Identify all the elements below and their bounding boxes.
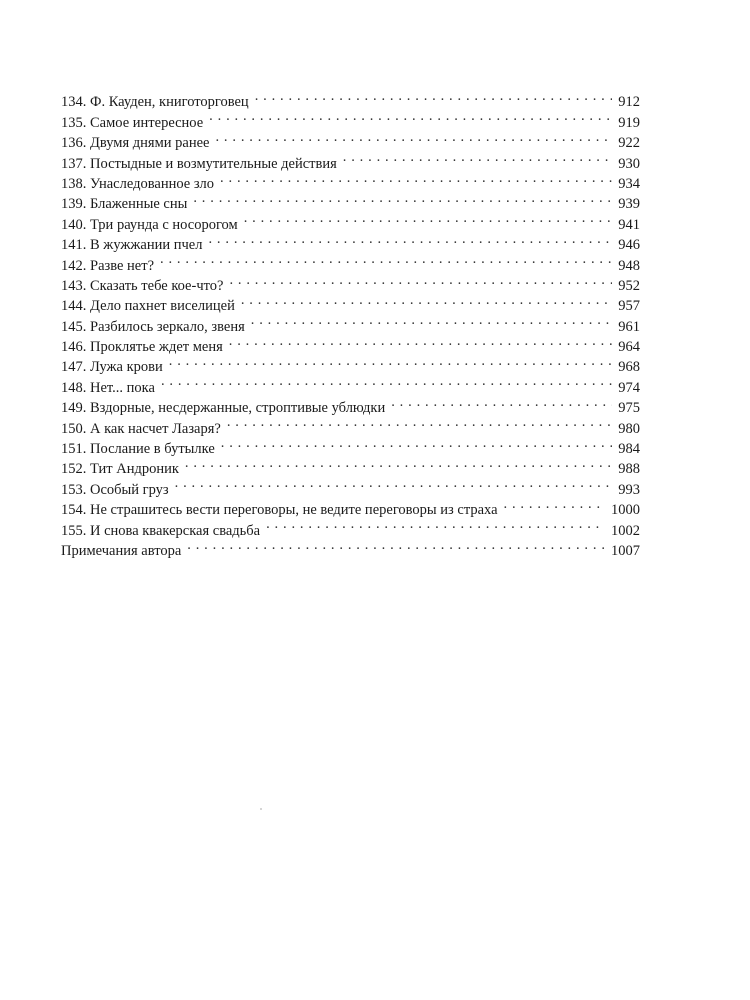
- dot-leader: [160, 249, 612, 269]
- toc-entry-title: 146. Проклятье ждет меня: [61, 339, 223, 356]
- toc-entry-title: 134. Ф. Кауден, книготорговец: [61, 94, 249, 111]
- toc-entry-title: 138. Унаследованное зло: [61, 175, 215, 192]
- toc-entry: [61, 86, 640, 111]
- table-of-contents: [61, 86, 640, 559]
- toc-entry-title: 149. Вздорные, несдержанные, строптивые ублюдки: [61, 400, 386, 417]
- toc-entry-title: 142. Разве нет?: [61, 257, 155, 274]
- toc-entry-page: 930: [618, 155, 640, 172]
- toc-entry-page: 968: [618, 359, 640, 376]
- toc-entry-page: 1002: [611, 522, 640, 539]
- toc-entry-page: 952: [618, 277, 640, 294]
- dot-leader: [187, 535, 605, 555]
- toc-entry-page: 1007: [611, 542, 640, 559]
- toc-entry-title: 144. Дело пахнет виселицей: [61, 298, 235, 315]
- toc-entry-page: 964: [618, 339, 640, 356]
- dot-leader: [215, 127, 612, 147]
- toc-entry-title: 153. Особый груз: [61, 481, 169, 498]
- dot-leader: [221, 433, 612, 453]
- toc-entry-page: 984: [618, 441, 640, 458]
- dot-leader: [244, 208, 613, 228]
- dot-leader: [504, 494, 605, 514]
- toc-entry-page: 919: [618, 114, 640, 131]
- dot-leader: [266, 514, 605, 534]
- toc-entry-page: 957: [618, 298, 640, 315]
- toc-entry-title: 141. В жужжании пчел: [61, 237, 203, 254]
- dot-leader: [241, 290, 612, 310]
- dot-leader: [251, 310, 612, 330]
- toc-entry-page: 1000: [611, 502, 640, 519]
- toc-entry-title: 145. Разбилось зеркало, звеня: [61, 318, 245, 335]
- scan-speck: [260, 808, 262, 810]
- toc-entry-page: 993: [618, 481, 640, 498]
- dot-leader: [229, 270, 612, 290]
- dot-leader: [229, 331, 612, 351]
- toc-entry-title: 140. Три раунда с носорогом: [61, 216, 238, 233]
- toc-entry-page: 975: [618, 400, 640, 417]
- toc-entry-page: 980: [618, 420, 640, 437]
- dot-leader: [209, 106, 612, 126]
- toc-entry-title: 139. Блаженные сны: [61, 196, 188, 213]
- toc-entry-page: 946: [618, 237, 640, 254]
- toc-entry-page: 912: [618, 94, 640, 111]
- dot-leader: [391, 392, 612, 412]
- toc-entry-page: 922: [618, 135, 640, 152]
- toc-entry-title: 135. Самое интересное: [61, 114, 204, 131]
- dot-leader: [220, 168, 612, 188]
- dot-leader: [227, 412, 612, 432]
- toc-entry-title: 148. Нет... пока: [61, 379, 155, 396]
- toc-entry-page: 961: [618, 318, 640, 335]
- toc-entry-title: 147. Лужа крови: [61, 359, 163, 376]
- toc-entry-page: 974: [618, 379, 640, 396]
- toc-entry-page: 939: [618, 196, 640, 213]
- toc-entry-title: 136. Двумя днями ранее: [61, 135, 210, 152]
- toc-entry-title: 155. И снова квакерская свадьба: [61, 522, 261, 539]
- toc-entry-title: Примечания автора: [61, 542, 182, 559]
- toc-entry-title: 137. Постыдные и возмутительные действия: [61, 155, 337, 172]
- toc-entry-title: 150. А как насчет Лазаря?: [61, 420, 221, 437]
- dot-leader: [169, 351, 612, 371]
- toc-entry-page: 934: [618, 175, 640, 192]
- dot-leader: [343, 147, 612, 167]
- toc-entry-title: 143. Сказать тебе кое-что?: [61, 277, 224, 294]
- dot-leader: [208, 229, 612, 249]
- dot-leader: [185, 453, 612, 473]
- dot-leader: [161, 371, 612, 391]
- toc-entry-page: 941: [618, 216, 640, 233]
- dot-leader: [175, 473, 613, 493]
- toc-entry-page: 948: [618, 257, 640, 274]
- toc-entry-title: 151. Послание в бутылке: [61, 441, 215, 458]
- toc-entry-page: 988: [618, 461, 640, 478]
- toc-entry-title: 152. Тит Андроник: [61, 461, 179, 478]
- dot-leader: [193, 188, 612, 208]
- toc-entry-title: 154. Не страшитесь вести переговоры, не ведите переговоры из страха: [61, 502, 498, 519]
- dot-leader: [255, 86, 613, 106]
